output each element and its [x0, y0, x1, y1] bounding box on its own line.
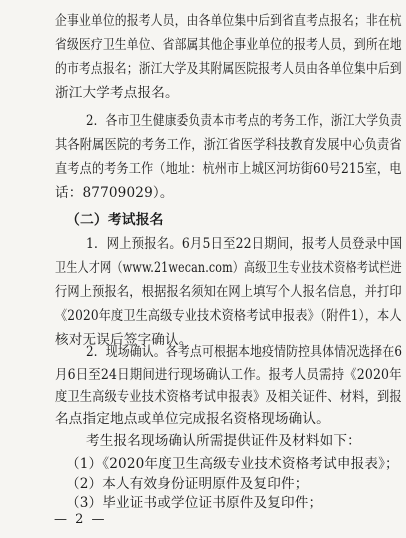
text-line-10: 1．网上预报名。6月5日至22日期间，报考人员登录中国 [86, 236, 403, 252]
list-item-1: （1）《2020年度卫生高级专业技术资格考试申报表》； [66, 456, 399, 472]
text-line-18: 名点指定地点或单位完成报名资格现场确认。 [55, 411, 330, 427]
text-line-5: 2．各市卫生健康委负责本市考点的考务工作，浙江大学负责 [86, 113, 402, 129]
page-number: — 2 — [54, 512, 107, 527]
text-line-4: 浙江大学考点报名。 [55, 85, 179, 101]
section-heading: （二）考试报名 [66, 212, 164, 228]
text-line-13: 《2020年度卫生高级专业技术资格考试申报表》（附件1），本人 [55, 308, 402, 324]
text-line-2: 省级医疗卫生单位、省部属其他企事业单位的报考人员，到所在地 [55, 37, 402, 53]
text-line-8: 话：87709029）。 [55, 185, 174, 201]
text-line-12: 行网上预报名，根据报名须知在网上填写个人报名信息，并打印 [55, 284, 402, 300]
text-line-7: 直考点的考务工作（地址：杭州市上城区河坊街60号215室，电 [55, 161, 402, 177]
text-line-14: 核对无误后签字确认。 [55, 332, 193, 348]
text-line-15: 2．现场确认。各考点可根据本地疫情防控具体情况选择在6 [86, 344, 403, 360]
text-line-1: 企事业单位的报考人员，由各单位集中后到省直考点报名；非在杭 [55, 13, 402, 29]
text-line-11: 卫生人才网（www.21wecan.com）高级卫生专业技术资格考试栏进 [55, 260, 402, 276]
text-line-17: 度卫生高级专业技术资格考试申报表》及相关证件、材料，到报 [55, 389, 402, 405]
text-line-6: 其各附属医院的考务工作，浙江省医学科技教育发展中心负责省 [55, 137, 402, 153]
text-line-3: 的市考点报名；浙江大学及其附属医院报考人员由各单位集中后到 [55, 61, 402, 77]
text-line-16: 月6日至24日期间进行现场确认工作。报考人员需持《2020年 [55, 367, 402, 383]
list-item-3: （3）毕业证书或学位证书原件及复印件； [66, 495, 323, 511]
text-line-19: 考生报名现场确认所需提供证件及材料如下： [86, 433, 361, 449]
list-item-2: （2）本人有效身份证明原件及复印件； [66, 476, 309, 492]
